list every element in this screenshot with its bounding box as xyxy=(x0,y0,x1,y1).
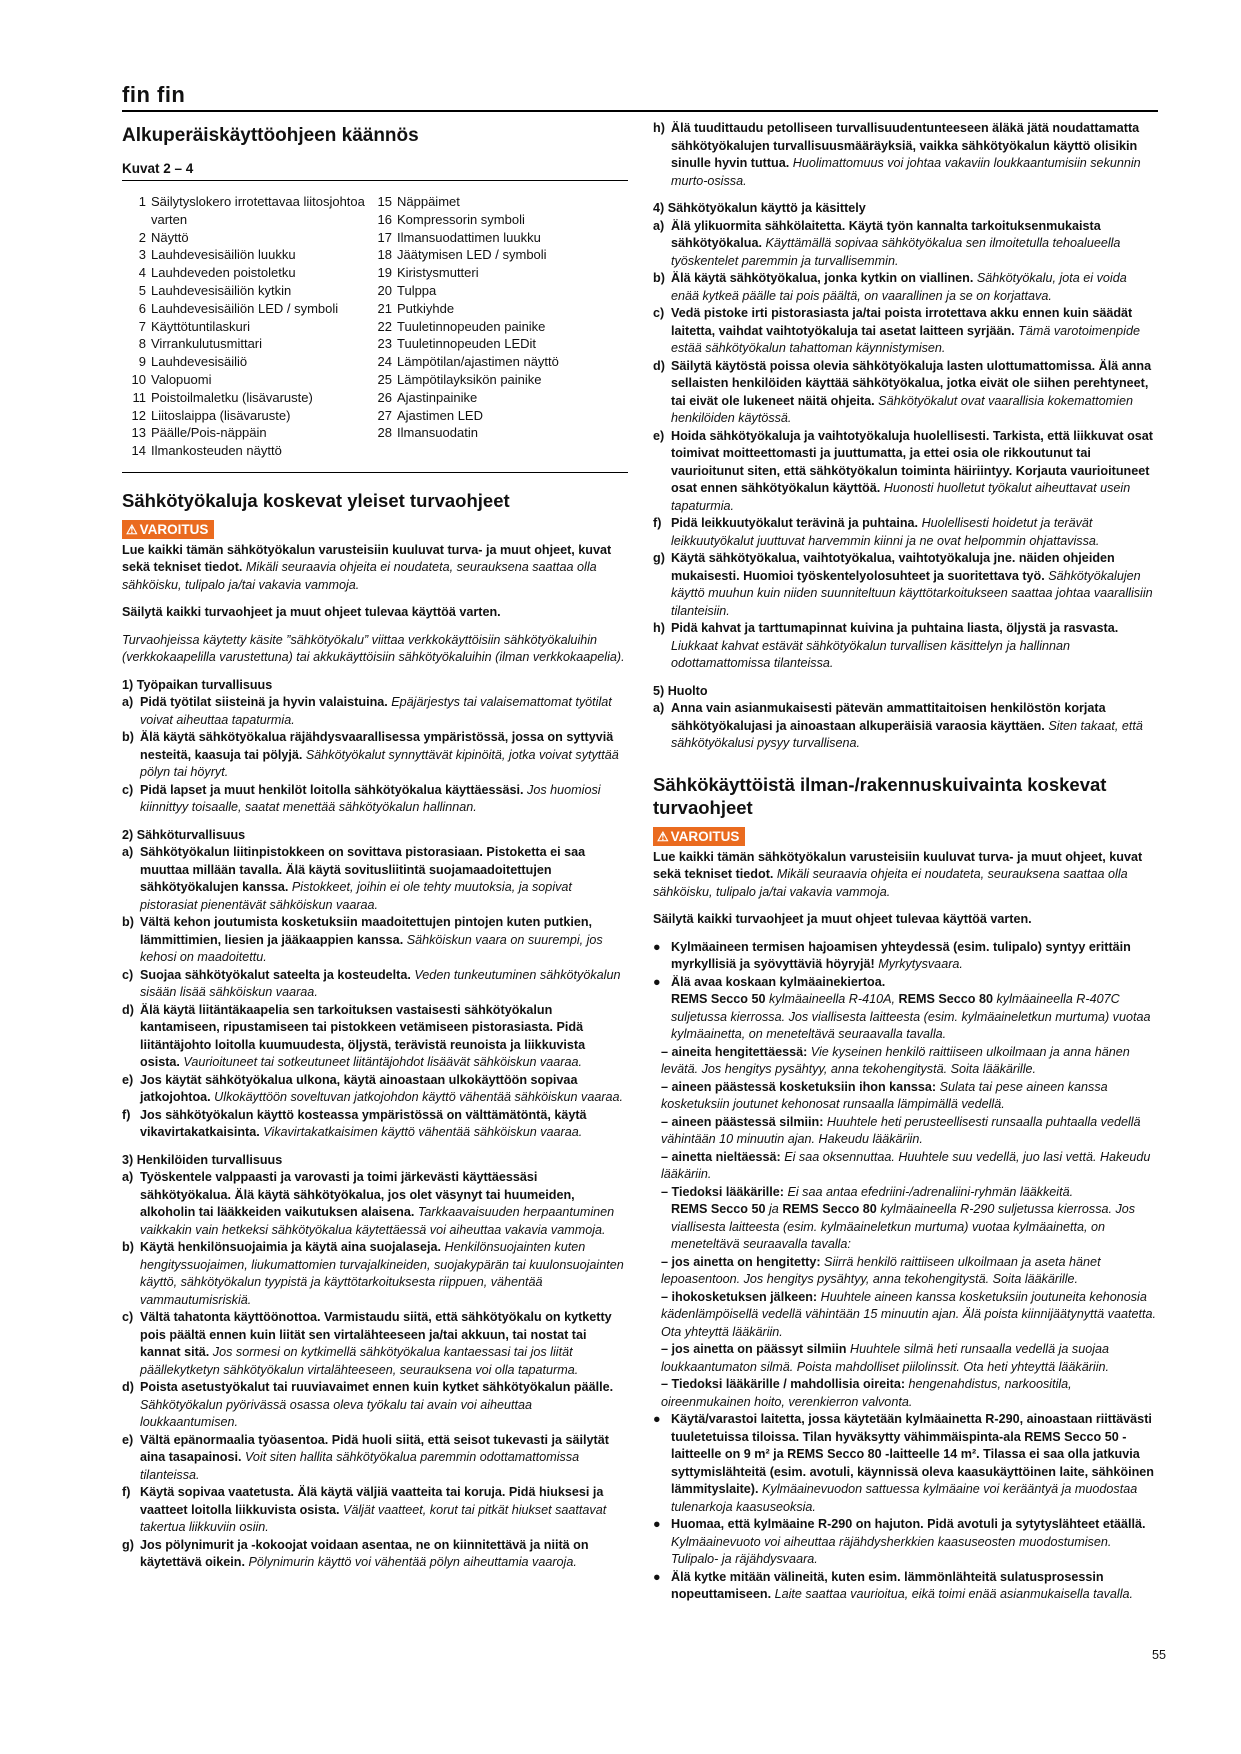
first-aid-case: – ihokosketuksen jälkeen: xyxy=(661,1289,818,1304)
first-aid-item xyxy=(653,1184,1158,1202)
section-4-title: 4) Sähkötyökalun käyttö ja käsittely xyxy=(653,201,866,215)
legend-label: Ilmansuodatin xyxy=(397,425,478,441)
legend-item xyxy=(368,229,628,247)
item-label: e) xyxy=(653,428,665,443)
legend-number: 8 xyxy=(138,336,146,352)
first-aid-item xyxy=(653,1289,1158,1342)
parts-legend xyxy=(122,193,628,460)
legend-number: 20 xyxy=(377,282,392,298)
item-italic: Voit siten hallita sähkötyökalua paremmin odottamattomissa tilanteissa. xyxy=(140,1450,580,1482)
first-aid-case: – Tiedoksi lääkärille: xyxy=(661,1184,784,1199)
legend-number: 26 xyxy=(377,389,392,405)
legend-item xyxy=(122,371,368,389)
item-label: g) xyxy=(653,551,665,565)
language-code: fin fin xyxy=(122,82,186,107)
item-italic: Sähkötyökalun pyörivässä osassa oleva työkalu tai avain voi aiheuttaa loukkaantumisen. xyxy=(140,1397,533,1430)
legend-number: 22 xyxy=(377,318,392,334)
legend-item xyxy=(122,389,368,407)
refrigerant-text: kylmäaineella R-410A, xyxy=(769,992,895,1006)
item-label: a) xyxy=(122,1170,134,1185)
refrigerant-note-1 xyxy=(653,991,1158,1044)
legend-number: 14 xyxy=(131,443,146,459)
list-item xyxy=(122,1239,628,1309)
page-header xyxy=(122,82,1158,112)
legend-number: 19 xyxy=(377,265,392,281)
item-label: a) xyxy=(122,845,134,860)
legend-number: 4 xyxy=(138,265,146,281)
legend-number: 15 xyxy=(377,194,392,209)
keep-instructions: Säilytä kaikki turvaohjeet ja muut ohjeet tulevaa käyttöä varten. xyxy=(653,912,1032,926)
bullet-icon: ● xyxy=(653,1569,661,1584)
item-label: g) xyxy=(122,1537,134,1552)
legend-number: 24 xyxy=(377,354,392,370)
bullet-icon: ● xyxy=(653,939,661,954)
legend-label: Näppäimet xyxy=(397,194,460,209)
legend-number: 12 xyxy=(131,407,146,423)
item-label: f) xyxy=(122,1485,131,1500)
bullet-bold: Älä avaa koskaan kylmäainekiertoa. xyxy=(671,974,886,989)
bullet-italic: Kylmäainevuoto voi aiheuttaa räjähdysherkkien kaasuseosten muodostumisen. Tulipalo- ja räjähdysvaara. xyxy=(671,1534,1112,1566)
first-aid-action: Huuhtele aineen kanssa kosketuksiin joutuneita kehonosia kädenlämpöisellä vedellä vähintään 15 minuutin ajan. Älä poista kiinnijäätynyttä vaatetta. Ota yhteyttä lääkäriin. xyxy=(661,1289,1156,1339)
list-item xyxy=(122,1107,628,1142)
legend-item xyxy=(368,300,628,318)
refrigerant-note-2 xyxy=(653,1201,1158,1254)
list-item xyxy=(122,1309,628,1379)
section-5-title: 5) Huolto xyxy=(653,683,708,698)
list-item xyxy=(122,1537,628,1572)
item-bold: Vältä tahatonta käyttöönottoa. Varmistaudu siitä, että sähkötyökalu on kytketty pois päältä ennen kuin liität sen virtalähteeseen ja/tai akkuun, tai nostat tai kannat sitä. xyxy=(140,1310,612,1360)
intro-paragraph xyxy=(653,849,1158,902)
legend-number: 10 xyxy=(131,371,146,387)
item-bold: Vältä epänormaalia työasentoa. Pidä huoli siitä, että seisot tukevasti ja säilytät aina tasapainosi. xyxy=(140,1432,609,1465)
term-definition: Turvaohjeissa käytetty käsite ”sähkötyökalu” viittaa verkkokäyttöisiin sähkötyökaluihin (verkkokaapelilla varustettuna) tai akkukäyttöisiin sähkötyökaluihin (ilman verkkokaapelia). xyxy=(122,632,625,665)
item-bold: Älä ylikuormita sähkölaitetta. Käytä työn kannalta tarkoituksenmukaista sähkötyökalua. xyxy=(671,218,1101,250)
item-italic: Vaurioituneet tai sotkeutuneet liitäntäjohdot lisäävät sähköiskun vaaraa. xyxy=(183,1055,582,1070)
item-italic: Tarkkaavaisuuden herpaantuminen vaikkakin vain hetkeksi sähkötyökalua käytettäessä voi aiheuttaa vakavia vammoja. xyxy=(140,1205,615,1237)
divider xyxy=(122,472,628,473)
legend-number: 5 xyxy=(138,282,146,298)
item-bold: Pidä lapset ja muut henkilöt loitolla sähkötyökalua käyttäessäsi. xyxy=(140,782,524,797)
legend-number: 1 xyxy=(138,194,146,209)
legend-label: Jäätymisen LED / symboli xyxy=(397,247,547,263)
legend-item xyxy=(368,318,628,336)
general-safety-heading: Sähkötyökaluja koskevat yleiset turvaohjeet xyxy=(122,489,510,511)
warning-label: VAROITUS xyxy=(139,521,209,537)
model-name: REMS Secco 50 xyxy=(671,1202,766,1216)
legend-item xyxy=(122,193,368,229)
item-italic: Jos sormesi on kytkimellä sähkötyökalua kantaessasi tai jos liität päällekytketyn sähkötyökalun virtalähteeseen, seurauksena voi olla tapaturma. xyxy=(140,1345,579,1377)
legend-right-column xyxy=(368,193,628,460)
item-bold: Jos käytät sähkötyökalua ulkona, käytä ainoastaan ulkokäyttöön sopivaa jatkojohtoa. xyxy=(140,1072,578,1105)
first-aid-action: Siirrä henkilö raittiiseen ulkoilmaan ja aseta hänet lepoasentoon. Jos hengitys pysähtyy, anna tekohengitystä. Soita lääkärille. xyxy=(661,1254,1101,1286)
bullet-item xyxy=(653,1569,1158,1604)
bullet-icon: ● xyxy=(653,1517,661,1531)
intro-italic: Mikäli seuraavia ohjeita ei noudateta, seurauksena saattaa olla sähköisku, tulipalo ja/tai vakavia vammoja. xyxy=(653,867,1128,899)
legend-item xyxy=(368,193,628,211)
legend-number: 25 xyxy=(377,371,392,387)
warning-icon: ⚠ xyxy=(657,828,669,844)
legend-number: 17 xyxy=(377,229,392,245)
item-italic: Vikavirtakatkaisimen käyttö vähentää sähköiskun vaaraa. xyxy=(263,1125,583,1140)
item-label: a) xyxy=(122,695,134,710)
first-aid-case: – aineen päästessä kosketuksiin ihon kanssa: xyxy=(661,1079,937,1094)
bullet-bold: Älä kytke mitään välineitä, kuten esim. lämmönlähteitä sulatusprosessin nopeuttamiseen. xyxy=(671,1569,1104,1601)
list-item xyxy=(122,1002,628,1072)
legend-label: Kiristysmutteri xyxy=(397,265,479,281)
refrigerant-text: kylmäaineella R-407C suljetussa kierrossa. Jos viallisesta laitteesta (esim. kylmäaineletkun murtuma) vuotaa kylmäainetta, on meneteltävä seuraavalla tavalla. xyxy=(671,992,1151,1041)
item-bold: Hoida sähkötyökaluja ja vaihtotyökaluja huolellisesti. Tarkista, että liikkuvat osat toimivat moitteettomasti ja juuttumatta, ja ettei osia ole rikkoutunut tai vaurioitunut siten, että sähkötyökalun toiminta häiriintyy. Korjauta vaurioituneet osat ennen sähkötyökalun käyttöä. xyxy=(671,428,1153,495)
item-bold: Käytä henkilönsuojaimia ja käytä aina suojalaseja. xyxy=(140,1240,441,1255)
legend-label: Tulppa xyxy=(397,282,437,298)
legend-number: 27 xyxy=(377,407,392,423)
list-item xyxy=(653,620,1158,673)
first-aid-item xyxy=(653,1079,1158,1114)
legend-label: Ilmankosteuden näyttö xyxy=(151,443,282,459)
first-aid-list-2 xyxy=(653,1254,1158,1412)
item-italic: Sähkötyökalu, jota ei voida enää kytkeä päälle tai pois päältä, on vaarallinen ja se on korjattava. xyxy=(671,271,1127,303)
legend-label: Lämpötilan/ajastimen näyttö xyxy=(397,354,559,370)
item-italic: Pistokkeet, joihin ei ole tehty muutoksia, ja sopivat pistorasiat pienentävät sähköiskun vaaraa. xyxy=(140,880,572,912)
item-italic: Sähkötyökalut ovat vaarallisia kokemattomien henkilöiden käytössä. xyxy=(671,393,1133,425)
legend-label: Lauhdeveden poistoletku xyxy=(151,265,296,281)
section-2-items xyxy=(122,844,628,1142)
item-bold: Älä käytä liitäntäkaapelia sen tarkoituksen vastaisesti sähkötyökalun kantamiseen, ripustamiseen tai pistokkeen vetämiseen pistorasiasta. Pidä liitäntäjohto loitolla kuumuudesta, öljystä, terävistä reunoista ja liikkuvista osista. xyxy=(140,1002,586,1070)
refrigerant-text: kylmäaineella R-290 suljetussa kierrossa. Jos viallisesta laitteesta (esim. kylmäaineletkun murtuma) vuotaa kylmäainetta, on meneteltävä seuraavalla tavalla: xyxy=(671,1202,1136,1251)
first-aid-action: Ei saa oksennuttaa. Huuhtele suu vedellä, juo lasi vettä. Hakeudu lääkäriin. xyxy=(661,1149,1151,1181)
legend-label: Lämpötilayksikön painike xyxy=(397,371,542,387)
item-italic: Ulkokäyttöön soveltuvan jatkojohdon käyttö vähentää sähköiskun vaaraa. xyxy=(214,1090,624,1105)
item-italic: Siten takaat, että sähkötyökalusi pysyy turvallisena. xyxy=(671,718,1143,750)
legend-item xyxy=(122,229,368,247)
item-italic: Epäjärjestys tai valaisemattomat työtilat voivat aiheuttaa tapaturmia. xyxy=(140,695,612,727)
legend-label: Käyttötuntilaskuri xyxy=(151,318,250,334)
bullet-item xyxy=(653,1411,1158,1516)
first-aid-case: – jos ainetta on päässyt silmiin xyxy=(661,1342,847,1356)
first-aid-item xyxy=(653,1341,1158,1376)
item-bold: Älä käytä sähkötyökalua, jonka kytkin on viallinen. xyxy=(671,271,974,285)
first-aid-action: Huuhtele heti perusteellisesti runsaalla puhtaalla vedellä vähintään 10 minuutin ajan. Hakeudu lääkäriin. xyxy=(661,1114,1141,1146)
section-3-items xyxy=(122,1169,628,1572)
item-italic: Jos huomiosi kiinnittyy toisaalle, saatat menettää sähkötyökalun hallinnan. xyxy=(140,782,601,815)
item-bold: Säilytä käytöstä poissa olevia sähkötyökaluja lasten ulottumattomissa. Älä anna sellaisten henkilöiden käyttää sähkötyökalua, jotka eivät ole siihen perehtyneet, tai eivät ole lukeneet näitä ohjeita. xyxy=(671,358,1152,408)
list-item xyxy=(122,1169,628,1239)
item-italic: Liukkaat kahvat estävät sähkötyökalun turvallisen käsittelyn ja hallinnan odottamattomissa tilanteissa. xyxy=(671,638,1071,670)
intro-bold: Lue kaikki tämän sähkötyökalun varusteisiin kuuluvat turva- ja muut ohjeet, kuvat sekä tekniset tiedot. xyxy=(653,849,1143,881)
legend-label: Lauhdevesisäiliön kytkin xyxy=(151,282,292,298)
legend-number: 13 xyxy=(131,425,146,441)
list-item xyxy=(122,694,628,729)
first-aid-action: Huuhtele silmä heti runsaalla vedellä ja suojaa loukkaantumaton silmä. Poista mahdolliset piilolinssit. Ota heti yhteyttä lääkäriin. xyxy=(661,1342,1110,1374)
item-bold: Käytä sopivaa vaatetusta. Älä käytä väljiä vaatteita tai koruja. Pidä hiuksesi ja vaatteet loitolla liikkuvista osista. xyxy=(140,1485,604,1517)
left-column xyxy=(122,120,628,1572)
item-bold: Pidä työtilat siisteinä ja hyvin valaistuina. xyxy=(140,695,388,710)
item-bold: Anna vain asianmukaisesti pätevän ammattitaitoisen henkilöstön korjata sähkötyökalujasi ja ainoastaan alkuperäisiä varaosia käyttäen. xyxy=(671,701,1106,733)
list-item xyxy=(653,218,1158,271)
item-italic: Veden tunkeutuminen sähkötyökalun sisään lisää sähköiskun vaaraa. xyxy=(140,967,621,1000)
legend-label: Tuuletinnopeuden LEDit xyxy=(397,336,537,352)
item-bold: Jos pölynimurit ja -kokoojat voidaan asentaa, ne on kiinnitettävä ja niitä on käytettävä oikein. xyxy=(140,1537,589,1570)
list-item xyxy=(122,967,628,1002)
right-column xyxy=(653,120,1158,1604)
item-bold: Käytä sähkötyökalua, vaihtotyökalua, vaihtotyökaluja jne. näiden ohjeiden mukaisesti. Huomioi työskentelyolosuhteet ja suoritettava työ. xyxy=(671,551,1115,583)
item-label: a) xyxy=(653,701,665,715)
list-item xyxy=(653,305,1158,358)
list-item xyxy=(653,700,1158,753)
item-italic: Sähkötyökalut synnyttävät kipinöitä, jotka voivat sytyttää pölyn tai höyryt. xyxy=(140,747,619,780)
legend-label: Lauhdevesisäiliön luukku xyxy=(151,247,296,263)
list-item xyxy=(122,1379,628,1432)
legend-label: Valopuomi xyxy=(151,371,212,387)
legend-number: 7 xyxy=(138,318,146,334)
legend-label: Näyttö xyxy=(151,229,189,245)
legend-number: 3 xyxy=(138,247,146,263)
section-4-items xyxy=(653,218,1158,673)
legend-item xyxy=(122,407,368,425)
legend-label: Lauhdevesisäiliön LED / symboli xyxy=(151,300,339,316)
first-aid-item xyxy=(653,1044,1158,1079)
list-item xyxy=(122,782,628,817)
item-label: f) xyxy=(122,1107,131,1122)
legend-item xyxy=(368,211,628,229)
legend-label: Ajastinpainike xyxy=(397,389,478,405)
bullet-italic: Laite saattaa vaurioitua, eikä toimi enää asianmukaisella tavalla. xyxy=(774,1587,1134,1601)
legend-item xyxy=(368,424,628,442)
item-italic: Käyttämällä sopivaa sähkötyökalua sen ilmoitetulla tehoalueella työskentelet paremmin ja turvallisemmin. xyxy=(671,236,1121,268)
legend-label: Päälle/Pois-näppäin xyxy=(151,425,267,441)
bullet-bold: Huomaa, että kylmäaine R-290 on hajuton. Pidä avotuli ja sytytyslähteet etäällä. xyxy=(671,1517,1146,1531)
first-aid-case: – aineita hengitettäessä: xyxy=(661,1044,808,1059)
legend-item xyxy=(368,282,628,300)
first-aid-action: Vie kyseinen henkilö raittiiseen ulkoilmaan ja anna hänen levätä. Jos hengitys pysähtyy, anna tekohengitystä. Soita lääkärille. xyxy=(661,1044,1130,1076)
first-aid-action: Sulata tai pese aineen kanssa kosketuksiin joutunet kehonosat runsaalla lämpimällä vedellä. xyxy=(661,1079,1108,1111)
bullet-icon: ● xyxy=(653,1412,661,1426)
legend-number: 23 xyxy=(377,336,392,352)
list-item xyxy=(653,428,1158,516)
list-item xyxy=(653,358,1158,428)
doc-title: Alkuperäiskäyttöohjeen käännös xyxy=(122,125,419,146)
legend-item xyxy=(368,371,628,389)
item-bold: Vältä kehon joutumista kosketuksiin maadoitettujen pintojen kuten putkien, lämmittimien, liesien ja jääkaappien kanssa. xyxy=(140,915,593,947)
item-italic: Sähköiskun vaara on suurempi, jos kehosi on maadoitettu. xyxy=(140,932,603,965)
legend-item xyxy=(368,407,628,425)
item-bold: Suojaa sähkötyökalut sateelta ja kosteudelta. xyxy=(140,967,411,982)
item-italic: Väljät vaatteet, korut tai pitkät hiukset saattavat takertua liikkuviin osiin. xyxy=(140,1502,607,1535)
warning-badge xyxy=(653,827,745,846)
page-number: 55 xyxy=(1152,1648,1167,1662)
legend-number: 11 xyxy=(132,389,146,405)
legend-item xyxy=(122,442,368,460)
item-italic: Huolimattomuus voi johtaa vakaviin loukkaantumisiin sekunnin murto-osissa. xyxy=(671,156,1141,188)
legend-label: Tuuletinnopeuden painike xyxy=(397,318,546,334)
first-aid-case: – jos ainetta on hengitetty: xyxy=(661,1254,821,1269)
legend-item xyxy=(122,264,368,282)
legend-item xyxy=(122,335,368,353)
first-aid-list-1 xyxy=(653,1044,1158,1202)
legend-number: 21 xyxy=(377,300,392,316)
item-bold: Sähkötyökalun liitinpistokkeen on sovittava pistorasiaan. Pistoketta ei saa muuttaa millään tavalla. Älä käytä sovitusliitintä suojamaadoitettujen sähkötyökalujen kanssa. xyxy=(140,845,586,895)
list-item xyxy=(122,844,628,914)
model-name: REMS Secco 80 xyxy=(782,1202,877,1216)
intro-bold: Lue kaikki tämän sähkötyökalun varusteisiin kuuluvat turva- ja muut ohjeet, kuvat sekä tekniset tiedot. xyxy=(122,542,612,575)
item-italic: Sähkötyökalujen käyttö muuhun kuin niiden suunniteltuun käyttötarkoitukseen saattaa johtaa vaarallisiin tilanteisiin. xyxy=(671,568,1153,618)
first-aid-item xyxy=(653,1114,1158,1149)
item-bold: Poista asetustyökalut tai ruuviavaimet ennen kuin kytket sähkötyökalun päälle. xyxy=(140,1380,614,1395)
intro-italic: Mikäli seuraavia ohjeita ei noudateta, seurauksena saattaa olla sähköisku, tulipalo ja/tai vakavia vammoja. xyxy=(122,560,597,592)
item-bold: Älä tuudittaudu petolliseen turvallisuudentunteeseen äläkä jätä noudattamatta sähkötyökalujen turvallisuusmääräyksiä, vaikka sähkötyökalun käyttö olisikin sinulle hyvin tuttua. xyxy=(671,121,1140,170)
first-aid-item xyxy=(653,1254,1158,1289)
item-bold: Vedä pistoke irti pistorasiasta ja/tai poista irrotettava akku ennen kuin säädät laitetta, vaihdat vaihtotyökaluja tai asetat laitteen syrjään. xyxy=(671,306,1133,338)
legend-number: 16 xyxy=(377,211,392,227)
item-italic: Tämä varotoimenpide estää sähkötyökalun tahattoman käynnistymisen. xyxy=(671,323,1140,355)
model-name: REMS Secco 80 xyxy=(898,992,993,1006)
item-bold: Jos sähkötyökalun käyttö kosteassa ympäristössä on välttämätöntä, käytä vikavirtakatkaisinta. xyxy=(140,1107,587,1140)
first-aid-item xyxy=(653,1376,1158,1411)
item-label: c) xyxy=(122,967,134,982)
legend-label: Liitoslaippa (lisävaruste) xyxy=(151,407,291,423)
conjunction: ja xyxy=(769,1202,779,1216)
legend-number: 2 xyxy=(138,229,146,245)
item-label: b) xyxy=(653,271,665,285)
legend-number: 18 xyxy=(377,247,392,263)
warning-icon: ⚠ xyxy=(126,521,138,537)
legend-item xyxy=(368,353,628,371)
legend-left-column xyxy=(122,193,368,460)
item-label: b) xyxy=(122,730,134,745)
list-item xyxy=(122,1432,628,1485)
item-label: e) xyxy=(122,1072,134,1087)
list-item xyxy=(122,1484,628,1537)
legend-label: Poistoilmaletku (lisävaruste) xyxy=(151,389,313,405)
item-label: d) xyxy=(122,1380,134,1395)
legend-item xyxy=(122,353,368,371)
item-italic: Henkilönsuojainten kuten hengityssuojaimen, liukumattomien turvajalkineiden, suojakypärän tai kuulonsuojainten käyttö, sähkötyökalun tyypistä ja käyttötarkoituksesta riippuen, vähentää vammautumisriskiä. xyxy=(140,1240,624,1307)
first-aid-action: Ei saa antaa efedriini-/adrenaliini-ryhmän lääkkeitä. xyxy=(787,1184,1074,1199)
item-label: h) xyxy=(653,621,665,635)
item-label: b) xyxy=(122,915,134,930)
legend-label: Putkiyhde xyxy=(397,300,455,316)
warning-badge xyxy=(122,520,214,539)
keep-instructions: Säilytä kaikki turvaohjeet ja muut ohjeet tulevaa käyttöä varten. xyxy=(122,605,501,620)
bullet-italic: Kylmäainevuodon sattuessa kylmäaine voi kerääntyä ja muodostaa tulenarkoja kaasuseoksia. xyxy=(671,1482,1138,1514)
item-bold: Pidä kahvat ja tarttumapinnat kuivina ja puhtaina liasta, öljystä ja rasvasta. xyxy=(671,621,1119,635)
list-item xyxy=(653,550,1158,620)
bullet-italic: Myrkytysvaara. xyxy=(878,957,963,971)
section-5-items xyxy=(653,700,1158,753)
item-label: h) xyxy=(653,121,665,135)
bullet-item xyxy=(653,1516,1158,1569)
item-label: d) xyxy=(122,1002,134,1017)
legend-item xyxy=(122,246,368,264)
item-italic: Huonosti huolletut työkalut aiheuttavat usein tapaturmia. xyxy=(671,481,1131,513)
first-aid-item xyxy=(653,1149,1158,1184)
legend-number: 9 xyxy=(138,354,146,370)
legend-item xyxy=(122,318,368,336)
legend-number: 28 xyxy=(377,425,392,441)
first-aid-case: – Tiedoksi lääkärille / mahdollisia oireita: xyxy=(661,1377,906,1391)
item-italic: Pölynimurin käyttö voi vähentää pölyn aiheuttamia vaaroja. xyxy=(248,1555,577,1570)
list-item xyxy=(122,729,628,782)
figures-heading: Kuvat 2 – 4 xyxy=(122,161,628,181)
item-italic: Huolellisesti hoidetut ja terävät leikkuutyökalut juuttuvat harvemmin kiinni ja ne ovat helpommin ohjattavissa. xyxy=(671,516,1100,548)
section-1-items xyxy=(122,694,628,817)
legend-item xyxy=(122,300,368,318)
legend-item xyxy=(368,264,628,282)
dryer-safety-heading: Sähkökäyttöistä ilman-/rakennuskuivainta koskevat turvaohjeet xyxy=(653,773,1107,818)
section-2-title: 2) Sähköturvallisuus xyxy=(122,827,246,842)
legend-number: 6 xyxy=(138,300,146,316)
item-label: d) xyxy=(653,358,665,373)
first-aid-case: – aineen päästessä silmiin: xyxy=(661,1114,824,1129)
first-aid-case: – ainetta nieltäessä: xyxy=(661,1149,781,1164)
legend-item xyxy=(368,389,628,407)
legend-label: Lauhdevesisäiliö xyxy=(151,354,248,370)
first-aid-action: hengenahdistus, narkoositila, oireenmukainen hoito, verenkierron valvonta. xyxy=(661,1377,1072,1409)
bullet-bold: Käytä/varastoi laitetta, jossa käytetään kylmäainetta R-290, ainoastaan riittävästi tuuletetuissa tiloissa. Tilan hyväksytty vähimmäispinta-ala REMS Secco 50 -laitteelle on 9 m² ja REMS Secco 80 -laitteelle 14 m². Tilassa ei saa olla jatkuvia syttymislähteitä (esim. avotuli, käynnissä oleva kaasukäyttöinen laite, sähköinen lämmityslaite). xyxy=(671,1412,1154,1496)
legend-label: Kompressorin symboli xyxy=(397,211,525,227)
item-label: b) xyxy=(122,1240,134,1255)
list-item xyxy=(122,914,628,967)
item-label: c) xyxy=(122,1310,134,1325)
item-label: e) xyxy=(122,1432,134,1447)
legend-label: Ajastimen LED xyxy=(397,407,483,423)
legend-label: Säilytyslokero irrotettavaa liitosjohtoa varten xyxy=(151,194,365,227)
section-3-title: 3) Henkilöiden turvallisuus xyxy=(122,1152,283,1167)
bullet-item xyxy=(653,939,1158,974)
section-1-title: 1) Työpaikan turvallisuus xyxy=(122,677,273,692)
item-label: a) xyxy=(653,218,665,233)
item-bold: Älä käytä sähkötyökalua räjähdysvaarallisessa ympäristössä, jossa on syttyviä nesteitä, kaasuja tai pölyjä. xyxy=(140,730,614,762)
legend-label: Virrankulutusmittari xyxy=(151,336,263,352)
list-item xyxy=(653,270,1158,305)
warning-label: VAROITUS xyxy=(670,828,740,844)
legend-item xyxy=(368,246,628,264)
legend-item xyxy=(368,335,628,353)
list-item xyxy=(653,120,1158,190)
intro-paragraph xyxy=(122,542,628,595)
bullet-bold: Kylmäaineen termisen hajoamisen yhteydessä (esim. tulipalo) syntyy erittäin myrkyllisiä ja syövyttäviä höyryjä! xyxy=(671,939,1131,971)
bullet-item xyxy=(653,974,1158,992)
legend-item xyxy=(122,282,368,300)
list-item xyxy=(653,515,1158,550)
legend-item xyxy=(122,424,368,442)
legend-label: Ilmansuodattimen luukku xyxy=(397,229,541,245)
item-label: c) xyxy=(653,306,665,320)
item-label: f) xyxy=(653,516,662,530)
list-item xyxy=(122,1072,628,1107)
model-name: REMS Secco 50 xyxy=(671,992,766,1006)
item-bold: Työskentele valppaasti ja varovasti ja toimi järkevästi käyttäessäsi sähkötyökalua. Älä käytä sähkötyökalua, jos olet väsynyt tai huumeiden, alkoholin tai lääkkeiden vaikutuksen alaisena. xyxy=(140,1170,575,1220)
item-label: c) xyxy=(122,782,134,797)
bullet-icon: ● xyxy=(653,974,661,989)
item-bold: Pidä leikkuutyökalut terävinä ja puhtaina. xyxy=(671,516,919,530)
